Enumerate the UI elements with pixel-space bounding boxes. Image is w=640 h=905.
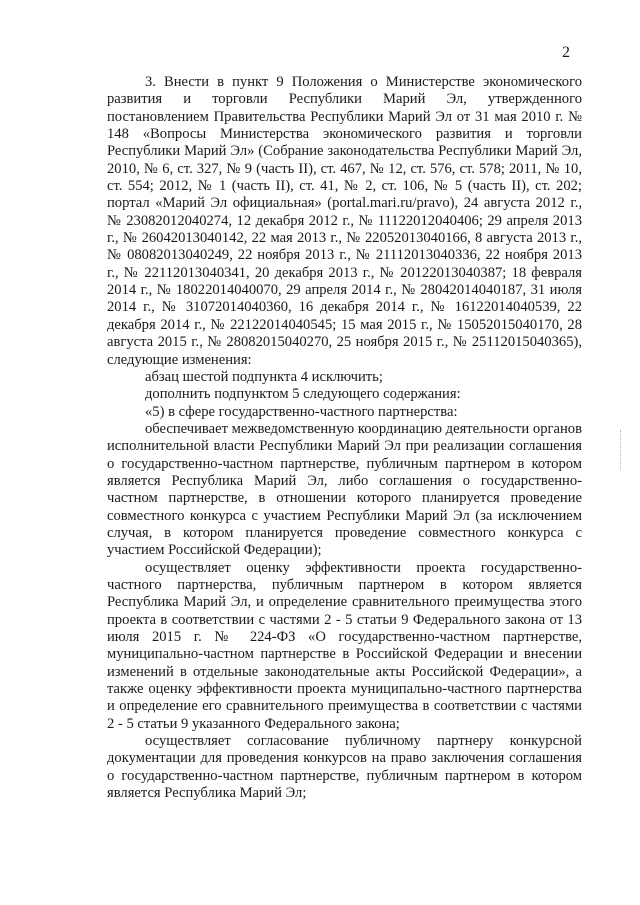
paragraph-subclause-heading: «5) в сфере государственно-частного партнерства: xyxy=(145,403,458,420)
paragraph-coordination: обеспечивает межведомственную координацию деятельности органов исполнительной власти Республики Марий Эл при реализации соглашения о государственно-частном партнерстве, публичным партнером в котором является Республика Марий Эл, либо соглашения о государственно-частном партнерстве, в отношении которого планируется проведение совместного конкурса с участием Республики Марий Эл (за исключением случая, в котором планируется проведение совместного конкурса с участием Российской Федерации); xyxy=(107,420,582,559)
paragraph-exclude-clause: абзац шестой подпункта 4 исключить; xyxy=(145,368,383,385)
page-number: 2 xyxy=(562,44,570,61)
paragraph-efficiency-assessment: осуществляет оценку эффективности проекта государственно-частного партнерства, публичным партнером в котором является Республика Марий Эл, и определение сравнительного преимущества этого проекта в соответствии с частями 2 - 5 статьи 9 Федерального закона от 13 июля 2015 г. № 224-ФЗ «О государственно-частном партнерстве, муниципально-частном партнерстве в Российской Федерации и внесении изменений в отдельные законодательные акты Российской Федерации», а также оценку эффективности проекта муниципально-частного партнерства и определение его сравнительного преимущества в соответствии с частями 2 - 5 статьи 9 указанного Федерального закона; xyxy=(107,559,582,732)
scan-margin-marks xyxy=(620,430,623,470)
paragraph-amendment-intro: 3. Внести в пункт 9 Положения о Министерстве экономического развития и торговли Республики Марий Эл, утвержденного постановлением Правительства Республики Марий Эл от 31 мая 2010 г. № 148 «Вопросы Министерства экономического развития и торговли Республики Марий Эл» (Собрание законодательства Республики Марий Эл, 2010, № 6, ст. 327, № 9 (часть II), ст. 467, № 12, ст. 576, ст. 578; 2011, № 10, ст. 554; 2012, № 1 (часть II), ст. 41, № 2, ст. 106, № 5 (часть II), ст. 202; портал «Марий Эл официальная» (portal.mari.ru/pravo), 24 августа 2012 г., № 23082012040274, 12 декабря 2012 г., № 11122012040406; 29 апреля 2013 г., № 26042013040142, 22 мая 2013 г., № 22052013040166, 8 августа 2013 г., № 08082013040249, 22 ноября 2013 г., № 21112013040336, 22 ноября 2013 г., № 22112013040341, 20 декабря 2013 г., № 20122013040387; 18 февраля 2014 г., № 18022014040070, 29 апреля 2014 г., № 28042014040187, 31 июля 2014 г., № 31072014040360, 16 декабря 2014 г., № 16122014040539, 22 декабря 2014 г., № 22122014040545; 15 мая 2015 г., № 15052015040170, 28 августа 2015 г., № 28082015040270, 25 ноября 2015 г., № 25112015040365), следующие изменения: xyxy=(107,74,582,368)
paragraph-documentation-approval: осуществляет согласование публичному партнеру конкурсной документации для проведения конкурсов на право заключения соглашения о государственно-частном партнерстве, публичным партнером в котором является Республика Марий Эл; xyxy=(107,733,582,802)
document-body xyxy=(107,74,582,802)
paragraph-add-subclause: дополнить подпунктом 5 следующего содержания: xyxy=(145,386,461,403)
